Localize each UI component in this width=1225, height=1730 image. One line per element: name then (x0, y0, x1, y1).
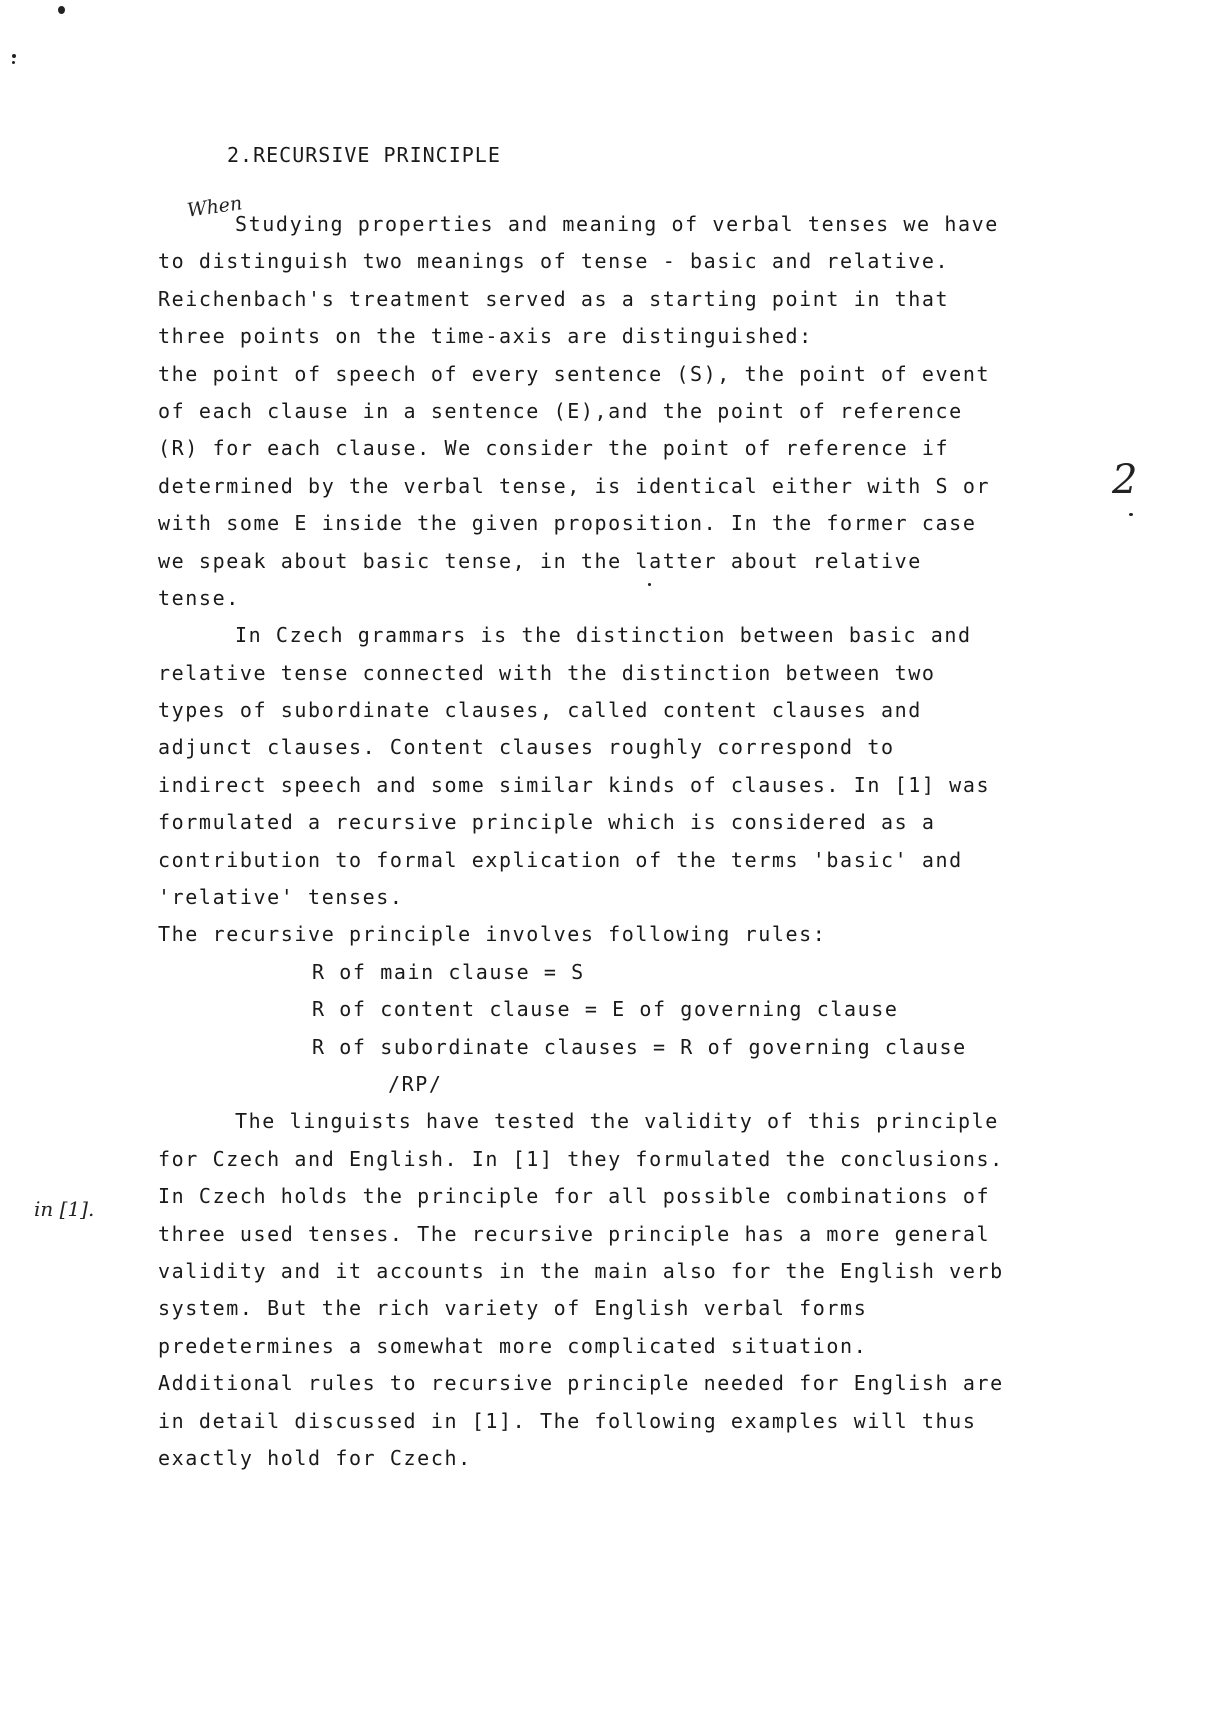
text-line: In Czech holds the principle for all possible combinations of (158, 1184, 991, 1209)
body-text (158, 206, 1098, 1477)
text-line: three used tenses. The recursive principle has a more general (158, 1221, 991, 1246)
text-line: predetermines a somewhat more complicated situation. (158, 1333, 868, 1358)
text-line: tense. (158, 585, 240, 610)
rule-line: R of content clause = E of governing clause (312, 997, 899, 1022)
text-line: Additional rules to recursive principle needed for English are (158, 1371, 1004, 1396)
scan-speck (58, 6, 65, 14)
margin-note-when: When (185, 192, 244, 222)
text-line: The recursive principle involves following rules: (158, 922, 827, 947)
text-line: Studying properties and meaning of verbal tenses we have (235, 212, 999, 236)
text-line: In Czech grammars is the distinction between basic and (235, 623, 972, 648)
text-line: of each clause in a sentence (E),and the point of reference (158, 398, 963, 423)
text-line: we speak about basic tense, in the latter about relative (158, 548, 922, 573)
text-line: three points on the time-axis are distinguished: (158, 324, 813, 349)
section-heading: 2.RECURSIVE PRINCIPLE (227, 143, 501, 167)
text-line: exactly hold for Czech. (158, 1445, 472, 1470)
rule-line: R of main clause = S (312, 959, 585, 984)
text-line: contribution to formal explication of the terms 'basic' and (158, 847, 963, 872)
text-line: Reichenbach's treatment served as a starting point in that (158, 286, 950, 311)
scan-speck (12, 61, 15, 64)
text-line: with some E inside the given proposition. In the former case (158, 511, 977, 536)
text-line: adjunct clauses. Content clauses roughly correspond to (158, 735, 895, 760)
page-number-mark: 2 (1112, 457, 1138, 503)
rule-line: R of subordinate clauses = R of governing clause (312, 1034, 967, 1059)
text-line: formulated a recursive principle which is considered as a (158, 810, 936, 835)
margin-note-reference: in [1]. (34, 1197, 95, 1221)
rule-label: /RP/ (388, 1071, 443, 1096)
text-line: validity and it accounts in the main also for the English verb (158, 1258, 1004, 1283)
text-line: system. But the rich variety of English verbal forms (158, 1296, 868, 1321)
text-line: types of subordinate clauses, called content clauses and (158, 698, 922, 723)
text-line: The linguists have tested the validity of this principle (235, 1109, 999, 1134)
scan-speck (1129, 513, 1133, 516)
text-line: 'relative' tenses. (158, 885, 404, 910)
text-line: the point of speech of every sentence (S), the point of event (158, 361, 991, 386)
scan-speck (12, 54, 16, 58)
text-line: (R) for each clause. We consider the point of reference if (158, 436, 950, 461)
text-line: in detail discussed in [1]. The following examples will thus (158, 1408, 977, 1433)
text-line: indirect speech and some similar kinds of clauses. In [1] was (158, 772, 991, 797)
text-line: to distinguish two meanings of tense - basic and relative. (158, 249, 950, 274)
text-line: determined by the verbal tense, is identical either with S or (158, 473, 991, 498)
text-line: for Czech and English. In [1] they formulated the conclusions. (158, 1146, 1004, 1171)
text-line: relative tense connected with the distinction between two (158, 660, 936, 685)
